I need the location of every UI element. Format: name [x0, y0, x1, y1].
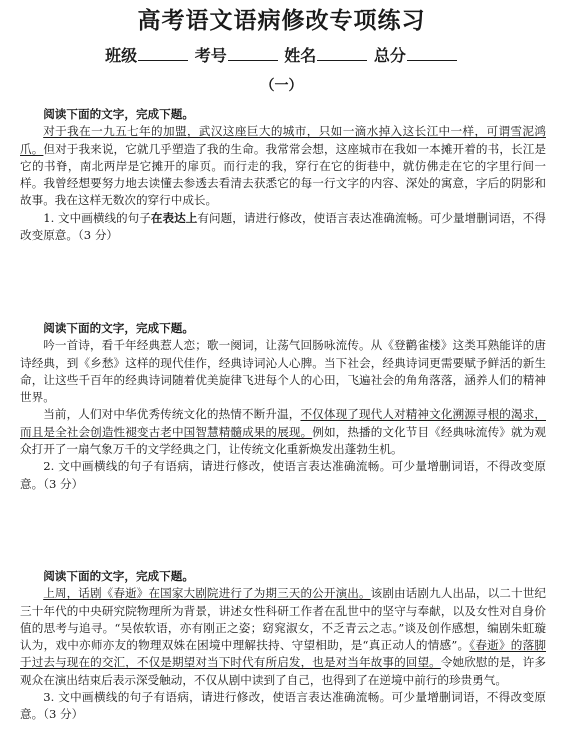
question-1-prompt-emphasis: 在表达上: [150, 210, 198, 225]
question-3-passage-end: 令她欣慰的是，许多观众在演出结束后表示深受触动，不仅从剧中读到了自己，也得到了在逆境中前行的珍贵勇气。: [20, 655, 546, 687]
score-label: 总分: [373, 46, 406, 65]
student-info-line: [0, 44, 563, 68]
question-2-instruction: 阅读下面的文字，完成下题。: [43, 321, 194, 335]
name-label: 姓名: [284, 46, 317, 65]
question-1-prompt: [20, 210, 546, 245]
question-3-passage-middle: 该剧由话剧九人出品，以二十世纪三十年代的中央研究院物理所为背景，讲述女性科研工作者在乱世中的坚守与奉献，以及女性对自身价值的思考与追寻。“吴侬软语，亦有刚正之姿；窈窕淑女，不乏青云之志。”谈及创作感想，编剧朱虹璇认为，戏中亦师亦友的物理双姝在困境中理解扶持、守望相助，是“真正动人的情感”。: [20, 586, 546, 653]
question-2-paragraph-1: 吟一首诗，看千年经典惹人恋；歌一阕词，让荡气回肠咏流传。从《登鹳雀楼》这类耳熟能详的唐诗经典，到《乡愁》这样的现代佳作，经典诗词沁人心脾。当下社会，经典诗词更需要赋予鲜活的新生命，让这些千百年的经典诗词随着优美旋律飞进每个人的心田，飞遍社会的角角落落，涵养人们的精神世界。: [20, 338, 546, 405]
class-label: 班级: [105, 46, 138, 65]
question-1-passage-rest: 但对于我来说，它就几乎塑造了我的生命。我常常会想，这座城市在我如一本摊开着的书，长江是它的书脊，南北两岸是它摊开的扉页。而行走的我，穿行在它的街巷中，就仿佛走在它的字里行间一样。我曾经想要努力地去读懂去参透去看清去获悉它的每一行文字的内容、深处的寓意，字后的阴影和故事。我在这样无数次的穿行中成长。: [20, 141, 546, 208]
exam-number-label: 考号: [194, 46, 227, 65]
question-1-instruction: 阅读下面的文字，完成下题。: [43, 107, 194, 121]
question-3-instruction: 阅读下面的文字，完成下题。: [43, 569, 194, 583]
question-1-prompt-end: 有问题，请进行修改，使语言表达准确流畅。可少量增删词语，不得改变原意。（3 分）: [20, 210, 546, 243]
question-2-paragraph-2-start: 当前，人们对中华优秀传统文化的热情不断升温，: [43, 407, 301, 422]
exam-number-blank: [228, 44, 278, 61]
name-blank: [317, 44, 367, 61]
question-1-passage: [20, 123, 546, 209]
question-3-block: [20, 568, 546, 724]
question-3-underlined-opening: 上周，话剧《春逝》在国家大剧院进行了为期三天的公开演出。: [43, 586, 371, 601]
question-2-paragraph-2-end: 例如，热播的文化节目《经典咏流传》就为观众打开了一扇气象万千的文学经典之门，让传统文化重新焕发出蓬勃生机。: [20, 424, 546, 457]
question-3-underlined-sentence: 《春逝》的落脚于过去与现在的交汇，不仅是期望对当下时代有所启发，也是对当年故事的回望。: [20, 638, 547, 670]
question-2-block: [20, 320, 546, 493]
score-blank: [407, 44, 457, 61]
section-number: （一）: [260, 78, 303, 94]
question-1-prompt-start: 1. 文中画横线的句子: [43, 210, 151, 225]
question-3-prompt: 3. 文中画横线的句子有语病，请进行修改，使语言表达准确流畅。可少量增删词语，不得改变原意。（3 分）: [20, 690, 546, 722]
question-2-underlined-sentence: 不仅体现了现代人对精神文化溯源寻根的渴求，而且是全社会创造性褪变古老中国智慧精髓成果的展现。: [20, 407, 546, 439]
class-blank: [138, 44, 188, 61]
question-1-block: [20, 106, 546, 244]
page-title: 高考语文语病修改专项练习: [137, 8, 426, 34]
question-3-passage: [20, 585, 546, 689]
question-2-prompt: 2. 文中画横线的句子有语病，请进行修改，使语言表达准确流畅。可少量增删词语，不得改变原意。（3 分）: [20, 459, 546, 491]
question-2-paragraph-2: [20, 406, 546, 458]
question-1-underlined-sentence: 对于我在一九五七年的加盟，武汉这座巨大的城市，只如一滴水掉入这长江中一样，可谓雪泥鸿爪。: [20, 124, 546, 156]
